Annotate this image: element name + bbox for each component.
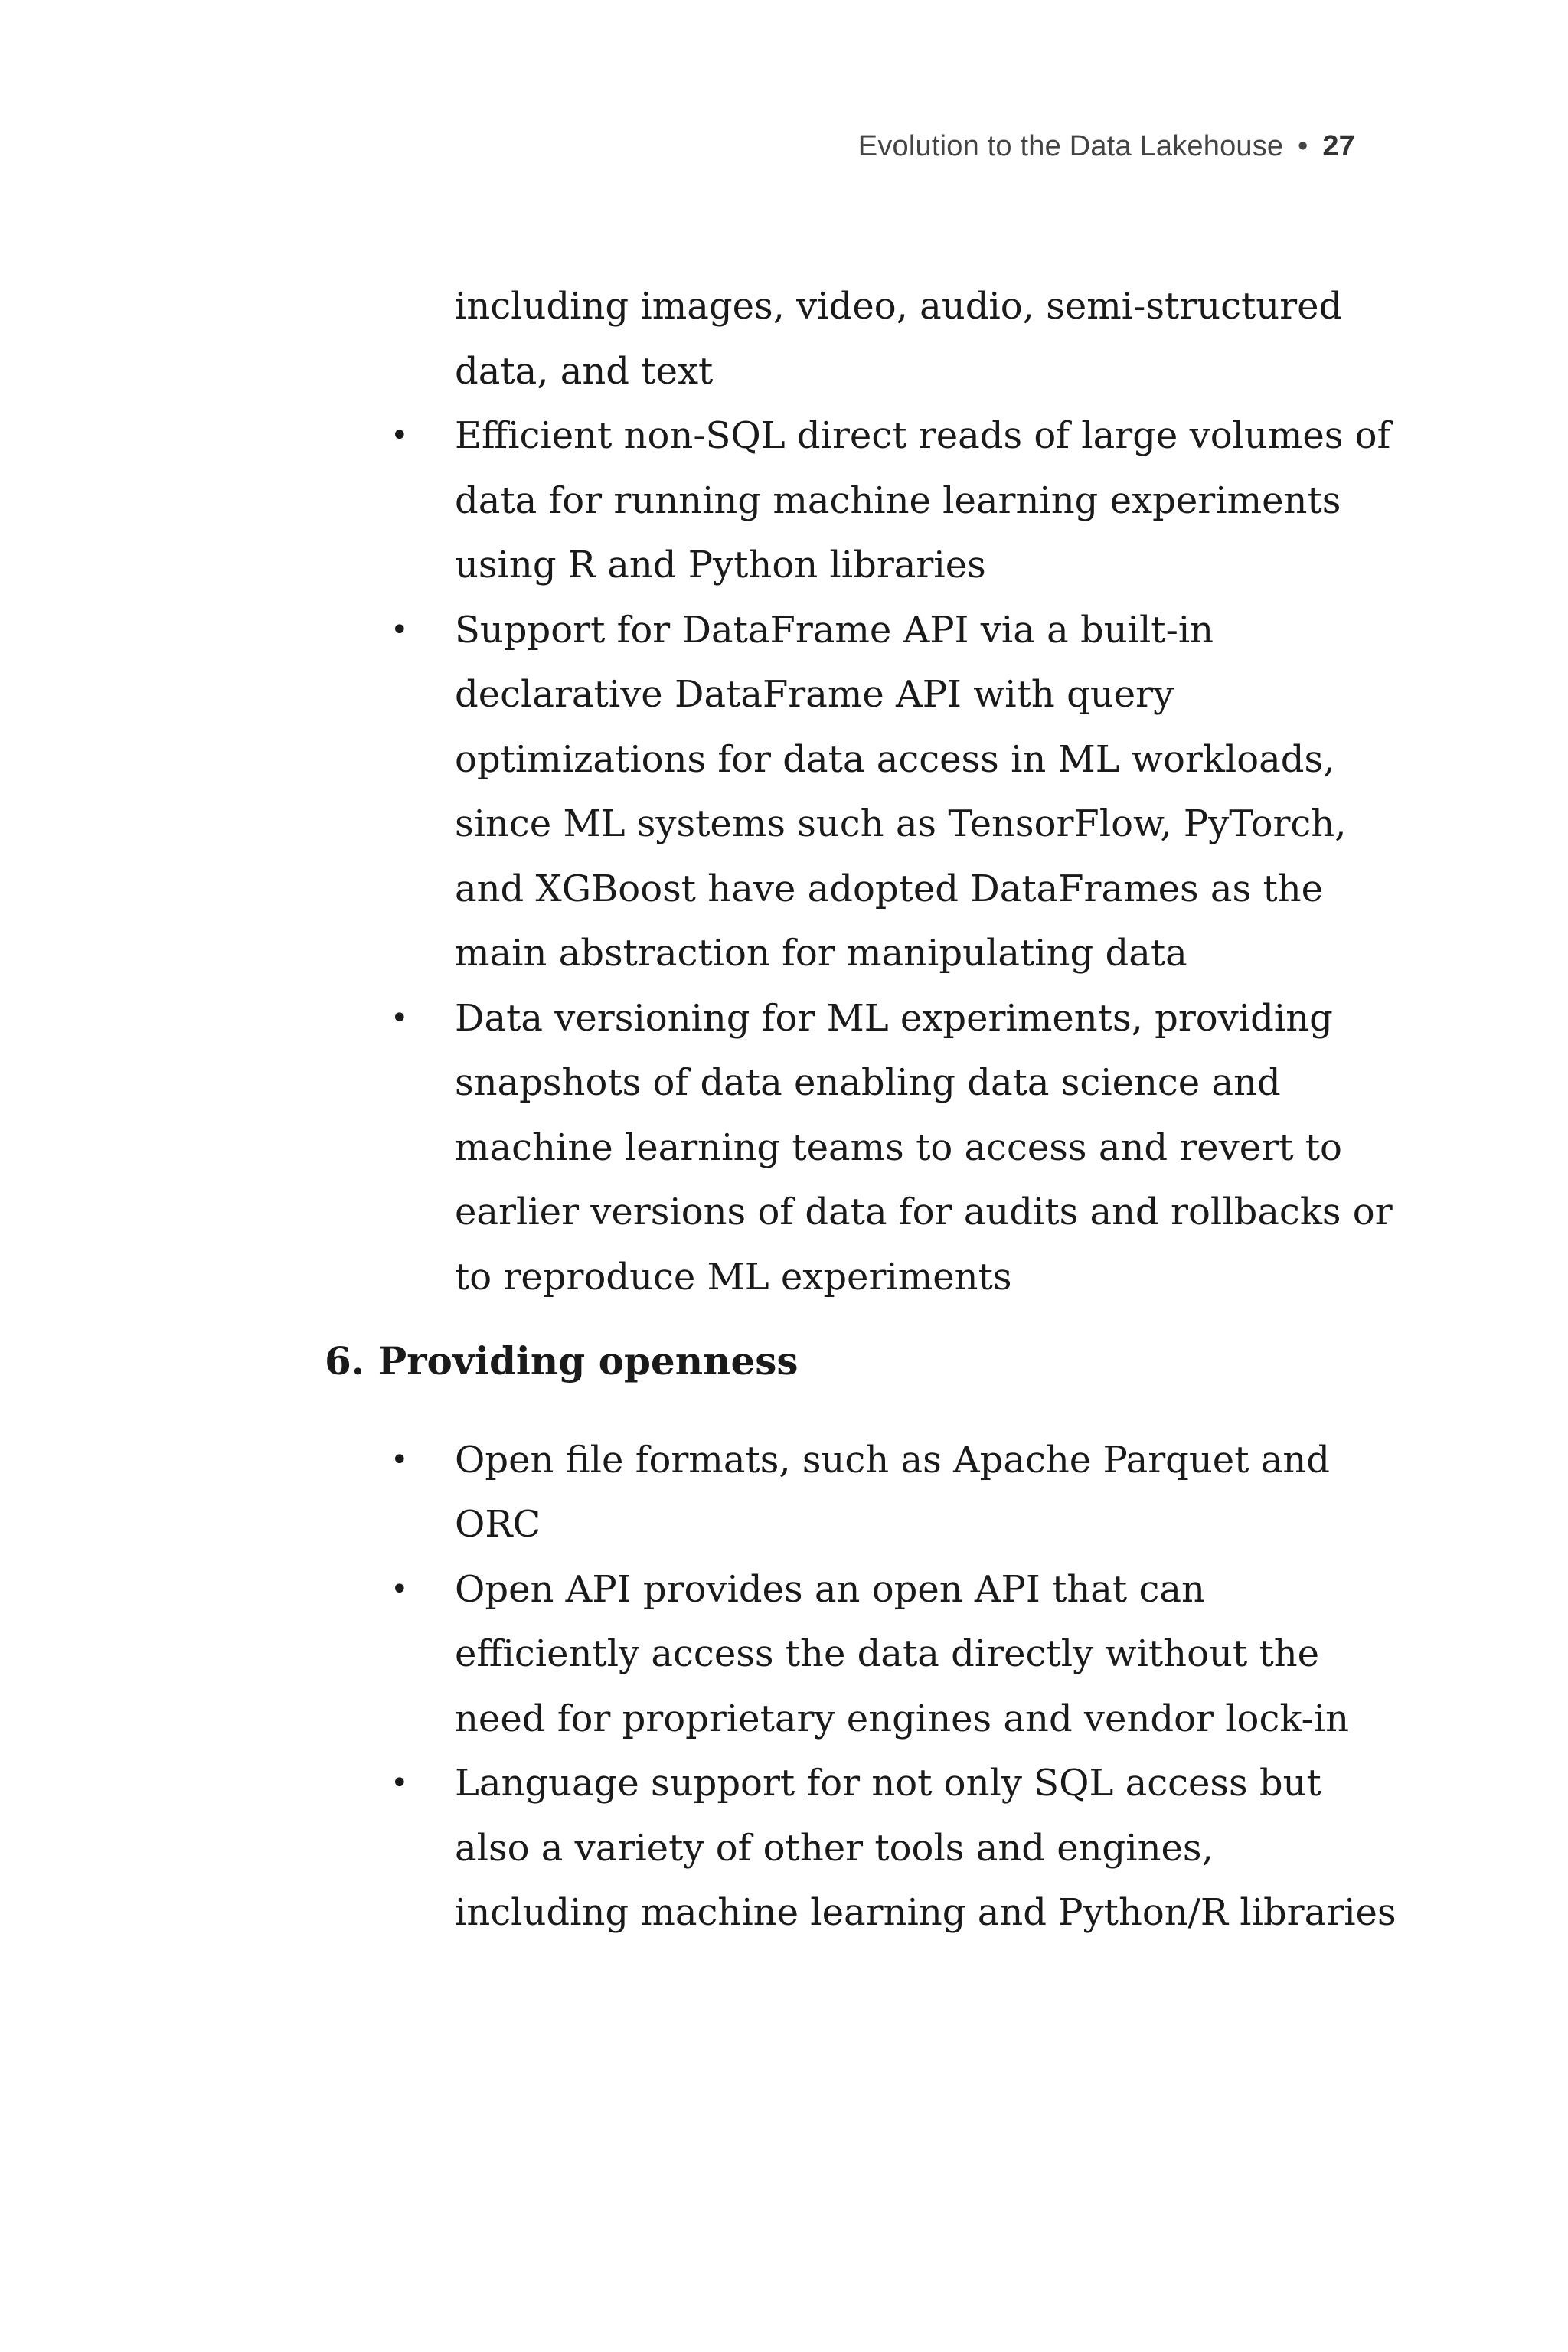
list-item [325,1428,1396,1557]
running-header [858,130,1355,163]
list-item-text: Open file formats, such as Apache Parquet and ORC [455,1438,1330,1546]
list-item [325,1751,1396,1945]
bullet-list-ml [325,403,1396,1309]
bullet-icon: • [390,1571,409,1607]
list-item-text: Support for DataFrame API via a built-in declarative DataFrame API with query optimizations for data access in ML workloads, since ML systems such as TensorFlow, PyTorch, and XGBoost have adopted DataFrames as the main abstraction for manipulating data [455,608,1347,975]
list-item-text: Efficient non-SQL direct reads of large volumes of data for running machine learning experiments using R and Python libraries [455,414,1391,586]
bullet-icon: • [390,1766,409,1801]
bullet-list-openness [325,1428,1396,1945]
running-title: Evolution to the Data Lakehouse [858,130,1284,162]
bullet-icon: • [390,612,409,648]
list-item [325,403,1396,598]
bullet-icon: • [390,418,409,453]
bullet-icon: • [390,1442,409,1478]
list-item [325,598,1396,986]
list-item-text: Language support for not only SQL access but also a variety of other tools and engines, including machine learning and Python/R libraries [455,1762,1396,1934]
section-heading: 6. Providing openness [325,1338,799,1383]
list-item-text: Data versioning for ML experiments, providing snapshots of data enabling data science and machine learning teams to access and revert to earlier versions of data for audits and rollbacks or to reproduce ML experiments [455,996,1393,1298]
list-item [325,1557,1396,1752]
continued-list-text: including images, video, audio, semi-structured data, and text [455,285,1343,393]
page-body [325,274,1396,1945]
list-item [325,986,1396,1310]
page-number: 27 [1322,130,1355,162]
header-separator: • [1298,130,1308,162]
bullet-icon: • [390,1000,409,1036]
list-item-text: Open API provides an open API that can efficiently access the data directly without the need for proprietary engines and vendor lock-in [455,1567,1350,1740]
